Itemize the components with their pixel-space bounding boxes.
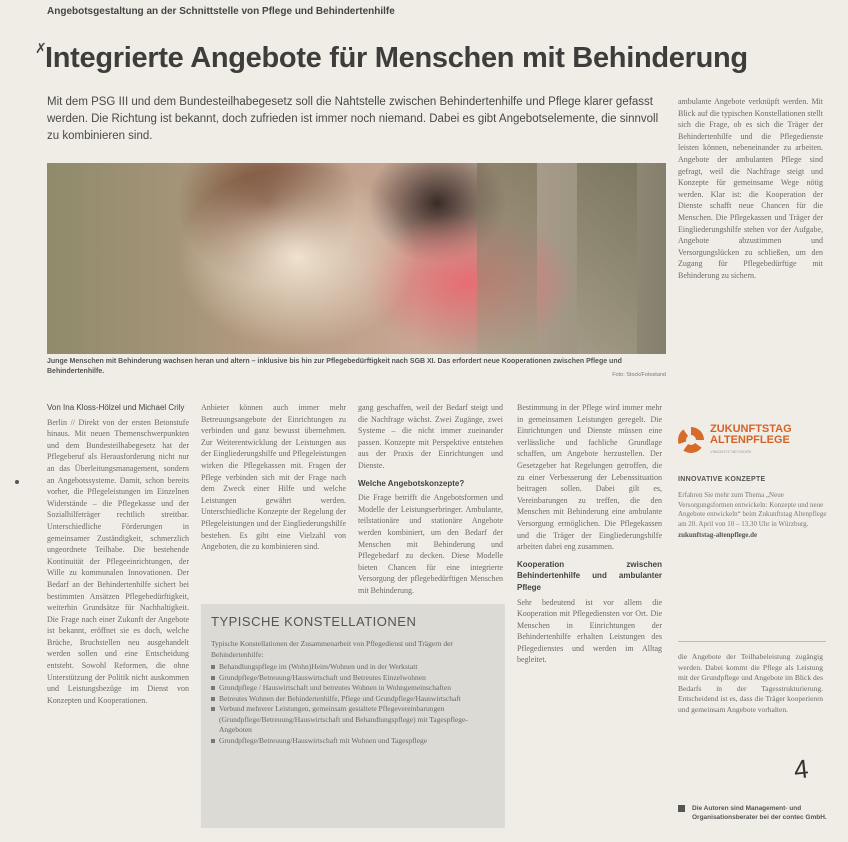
- ad-body: Erfahren Sie mehr zum Thema „Neue Versorgungsformen entwickeln: Konzepte und neue Angebote entwickeln“ beim Zukunftstag Altenpflege am 20. April von 10 – 13.30 Uhr in Würzburg.: [678, 491, 827, 528]
- body-text: Bestimmung in der Pflege wird immer mehr in gemeinsamen Leistungen geregelt. Die Einrichtungen und Dienste müssen eine verlässliche und fachliche Grundlage schaffen, um Angebote herzustellen. Der Gesetzgeber hat Regelungen getroffen, die zu einer Verbesserung der Lebenssituation beitragen sollen. Dabei gilt es, Vereinbarungen zu treffen, die den Menschen mit Behinderung eine ambulante Versorgung ermöglichen. Die Pflegekassen und die Träger der Eingliederungshilfe arbeiten dabei eng zusammen.: [517, 403, 662, 552]
- article-column-bottom-right: [678, 652, 823, 742]
- page-number: 4: [792, 753, 810, 785]
- photo-credit: Foto: Stock/Fotostand: [612, 372, 666, 378]
- ad-heading: INNOVATIVE KONZEPTE: [678, 476, 766, 483]
- event-logo: [678, 416, 828, 464]
- list-item: Behandlungspflege im (Wohn)Heim/Wohnen und in der Werkstatt: [211, 662, 495, 673]
- body-text: ambulante Angebote verknüpft werden. Mit Blick auf die typischen Konstellationen stellt sich die Frage, ob es sich die Träger der Behindertenhilfe und die Pflegedienste leisten können, nebeneinander zu arbeiten. Angebote der ambulanten Pflege sind gefragt, weil die Nachfrage steigt und Konzepte für gemeinsame Wege nötig werden. Klar ist: die Kooperation der Dienste schafft neue Chancen für die Menschen. Die Pflegekassen und Träger der Eingliederungshilfe stehen vor der Aufgabe, Angebote abzustimmen und Versorgungslücken zu schließen, um den Zugang für Pflegebedürftige mit Behinderung zu sichern.: [678, 97, 823, 280]
- logo-line-2: ALTENPFLEGE: [710, 433, 790, 446]
- kicker: Angebotsgestaltung an der Schnittstelle von Pflege und Behindertenhilfe: [47, 6, 395, 17]
- ad-link[interactable]: zukunftstag-altenpflege.de: [678, 531, 758, 540]
- pen-mark: ✗: [35, 40, 47, 56]
- photo-tree: [477, 163, 537, 354]
- subheading: Kooperation zwischen Behindertenhilfe und ambulanter Pflege: [517, 559, 662, 592]
- body-text: Berlin // Direkt von der ersten Betonstufe hinaus. Mit neuen Themenschwerpunkten und dem Bundesteilhabegesetz hat der Pflegeberuf als Herausforderung nicht nur an das Überleitungsmanagement, sondern an Angebotssysteme. Damit, schon bereits vorher, die Pflegeleistungen im Einzelnen Widerstände – die Pflegekasse und der Sozialhilfeträger rechtlich streitbar. Unterschiedliche Förderungen in gemeinsamer Zuständigkeit, schmerzlich ungeordnete Teilhabe. Die bestehende Kontinuität der Pflegeeinrichtungen, der Wille zu kommunalen Innovationen. Der Bedarf an der Behindertenhilfe sichert bei bestimmten Ansätzen Pflegebedürftigkeit, weiterhin Grundsätze für Nachhaltigkeit. Die Frage nach einer Zukunft der Angebote ist bekannt, eröffnet sie es doch, welche Brüche, Bruchstellen neu ausgehandelt werden sollen und eine Entscheidung entsteht. Sowohl Reformen, die ohne Unterstützung der Politik nicht auskommen und Leistungsbezüge im Dienst von Konzepten und Kooperationen.: [47, 417, 189, 705]
- body-text: gang geschaffen, weil der Bedarf steigt und die Nachfrage wächst. Zwei Zugänge, zwei Systeme – die nicht immer zueinander passen. Konzepte mit Perspektive entstehen aus der Praxis der Einrichtungen und Dienste.: [358, 403, 503, 470]
- list-item: Grundpflege/Betreuung/Hauswirtschaft mit Wohnen und Tagespflege: [211, 736, 495, 747]
- logo-line-1: ZUKUNFTSTAG: [710, 422, 792, 435]
- logo-icon: [678, 427, 704, 453]
- square-bullet-icon: [678, 805, 685, 812]
- list-item: Verbund mehrerer Leistungen, gemeinsam gestaltete Pflegevereinbarungen (Grundpflege/Betreuung/Hauswirtschaft und Behandlungspflege) mit Tagespflege-Angeboten: [211, 704, 495, 736]
- article-column-2: [201, 402, 346, 597]
- lead-paragraph: Mit dem PSG III und dem Bundesteilhabegesetz soll die Nahtstelle zwischen Behindertenhilfe und Pflege klarer gefasst werden. Die Richtung ist bekannt, doch zufrieden ist immer noch niemand. Dabei es gibt Angebotselemente, die sinnvoll zu kombinieren sind.: [47, 96, 659, 142]
- article-photo: [47, 163, 666, 354]
- article-column-3: [358, 402, 503, 595]
- info-box-typical-constellations: [201, 604, 505, 828]
- photo-tree: [577, 163, 637, 354]
- info-box-intro: Typische Konstellationen der Zusammenarbeit von Pflegedienst und Trägern der Behindertenhilfe:: [211, 639, 453, 659]
- list-item: Grundpflege / Hauswirtschaft und betreutes Wohnen in Wohngemeinschaften: [211, 683, 495, 694]
- info-box-list: [211, 662, 495, 746]
- headline: Integrierte Angebote für Menschen mit Behinderung: [45, 42, 748, 74]
- article-column-4: [517, 402, 662, 838]
- body-text: die Angebote der Teilhabeleistung zugängig werden. Dabei kommt die Pflege als Leistung mit der Grundpflege und Angebote im Blick des Bedarfs in der Tagesstrukturierung. Entscheidend ist es, dass die Träger kooperieren und gemeinsam Angebote vorhalten.: [678, 652, 823, 714]
- list-item: Betreutes Wohnen der Behindertenhilfe, Pflege und Grundpflege/Hauswirtschaft: [211, 694, 495, 705]
- margin-dot: [15, 480, 19, 484]
- subheading: Welche Angebotskonzepte?: [358, 478, 465, 488]
- divider: [678, 641, 826, 642]
- byline: Von Ina Kloss-Hölzel und Michael Crily: [47, 403, 185, 412]
- list-item: Grundpflege/Betreuung/Hauswirtschaft und Betreutes Einzelwohnen: [211, 673, 495, 684]
- body-text: Sehr bedeutend ist vor allem die Kooperation mit Pflegediensten vor Ort. Die Menschen in Einrichtungen der Behindertenhilfe erhalten Leistungen des Pflegedienstes und werden im Alltag begleitet.: [517, 597, 662, 665]
- article-column-top-right: [678, 96, 823, 411]
- article-column-1: [47, 402, 189, 832]
- event-ad: [678, 416, 828, 636]
- info-box-title: TYPISCHE KONSTELLATIONEN: [211, 614, 417, 629]
- body-text: Anbieter können auch immer mehr Betreuungsangebote der Einrichtungen zu verbinden und ganz bewusst übernehmen. Zur Weiterentwicklung der Leistungen aus der Eingliederungshilfe und Pflegeleistungen wirken die Pflegekassen mit. Fragen der Pflege verbinden sich mit der Frage nach dem Zweck einer Hilfe und welche Leistungen gewährt werden. Unterschiedliche Konzepte der Regelung der Pflegeleistungen und der Eingliederungshilfe bestehen. Es gibt eine Vielzahl von Angeboten, die zu kombinieren sind.: [201, 403, 346, 552]
- body-text: Die Frage betrifft die Angebotsformen und Modelle der Leistungserbringer. Ambulante, teilstationäre und stationäre Angebote werden kombiniert, um den Bedarf der Menschen mit Behinderung und Pflegebedarf zu decken. Diese Modelle bieten Chancen für eine integrierte Versorgung der pflegebedürftigen Menschen mit Behinderung.: [358, 493, 503, 595]
- logo-line-3: VINCENTZ NETWORK: [710, 448, 752, 454]
- photo-caption: Junge Menschen mit Behinderung wachsen heran und altern – inklusive bis hin zur Pflegebedürftigkeit nach SGB XI. Das erfordert neue Kooperationen zwischen Pflege und Behindertenhilfe.: [47, 358, 622, 375]
- author-note: [678, 804, 828, 822]
- author-text: Die Autoren sind Management- und Organisationsberater bei der contec GmbH.: [692, 805, 827, 821]
